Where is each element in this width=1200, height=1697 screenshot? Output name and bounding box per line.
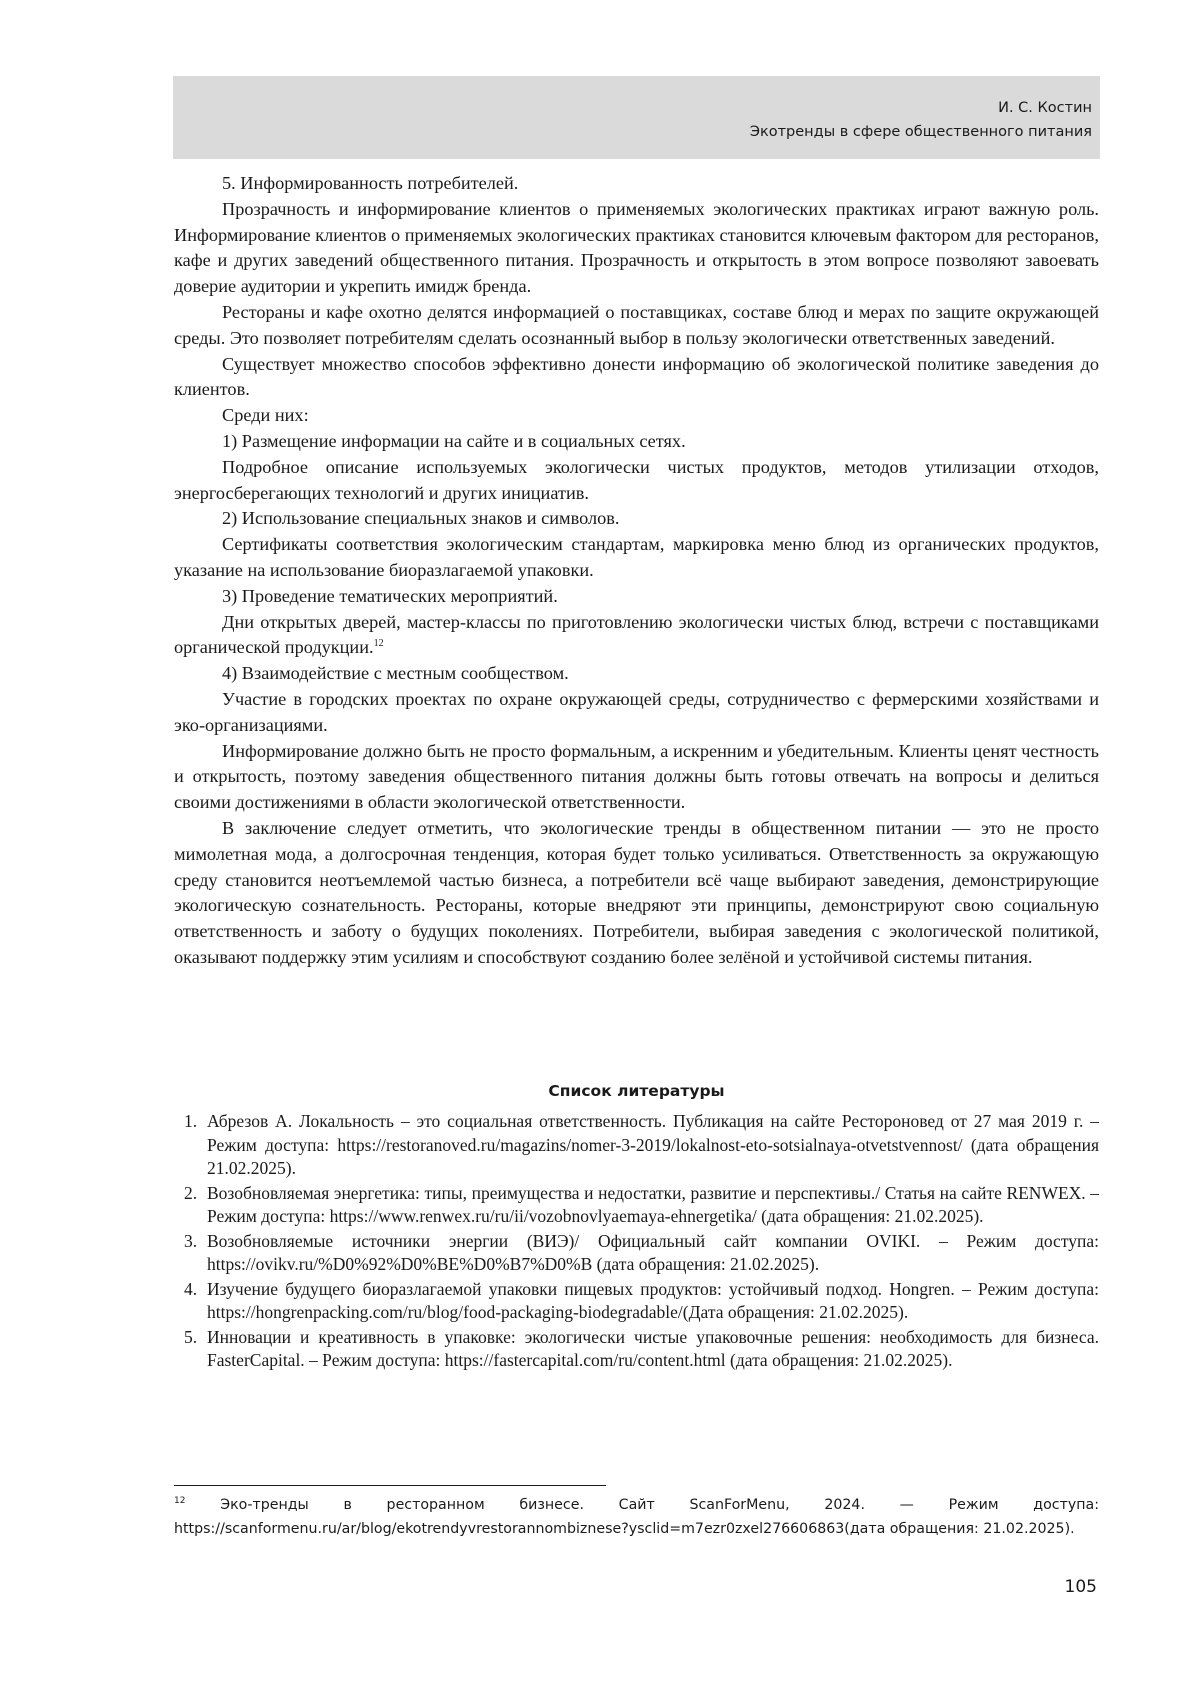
footnote-text: Эко-тренды в ресторанном бизнесе. Сайт ScanForMenu, 2024. — Режим доступа: https://scanformenu.ru/ar/blog/ekotrendyvrestorannombiznese?ysclid=m7ezr0zxel276606863(дата обращения: 21.02.2025). <box>174 1497 1099 1537</box>
footnote-ref[interactable]: 12 <box>373 638 384 650</box>
reference-number: 4. <box>184 1278 198 1299</box>
reference-text: Изучение будущего биоразлагаемой упаковки пищевых продуктов: устойчивый подход. Hongren. – Режим доступа: https://hongrenpacking.com/ru/blog/food-packaging-biodegradable/(Дата обращения: 21.02.2025). <box>207 1278 1099 1322</box>
paragraph-text: Дни открытых дверей, мастер-классы по приготовлению экологически чистых блюд, встречи с поставщиками органической продукции. <box>174 611 1099 658</box>
paragraph: 2) Использование специальных знаков и символов. <box>222 508 620 529</box>
paragraph: 3) Проведение тематических мероприятий. <box>222 585 558 606</box>
paragraph: 5. Информированность потребителей. <box>222 173 519 193</box>
paragraph: 1) Размещение информации на сайте и в социальных сетях. <box>222 430 686 451</box>
reference-text: Возобновляемые источники энергии (ВИЭ)/ Официальный сайт компании OVIKI. – Режим доступа: https://ovikv.ru/%D0%92%D0%BE%D0%B7%D0%B (дата обращения: 21.02.2025). <box>207 1230 1099 1274</box>
paragraph: Среди них: <box>222 405 309 426</box>
references-title: Список литературы <box>548 1082 725 1100</box>
reference-text: Инновации и креативность в упаковке: экологически чистые упаковочные решения: необходимость для бизнеса. FasterCapital. – Режим доступа: https://fastercapital.com/ru/content.html (дата обращения: 21.02.2025). <box>207 1326 1099 1370</box>
page-number: 105 <box>1064 1577 1097 1597</box>
paragraph: 4) Взаимодействие с местным сообществом. <box>222 663 569 684</box>
paragraph: Информирование должно быть не просто формальным, а искренним и убедительным. Клиенты ценят честность и открытость, поэтому заведения общественного питания должны быть готовы отвечать на вопросы и делиться своими достижениями в области экологической ответственности. <box>174 740 1099 813</box>
reference-number: 3. <box>184 1230 198 1251</box>
paragraph: В заключение следует отметить, что экологические тренды в общественном питании — это не просто мимолетная мода, а долгосрочная тенденция, которая будет только усиливаться. Ответственность за окружающую среду становится неотъемлемой частью бизнеса, а потребители всё чаще выбирают заведения, демонстрирующие экологическую сознательность. Рестораны, которые внедряют эти принципы, демонстрируют свою социальную ответственность и заботу о будущих поколениях. Потребители, выбирая заведения с экологической политикой, оказывают поддержку этим усилиям и способствуют созданию более зелёной и устойчивой системы питания. <box>174 817 1099 967</box>
reference-item <box>174 1182 1099 1229</box>
paragraph: Прозрачность и информирование клиентов о применяемых экологических практиках играют важную роль. Информирование клиентов о применяемых экологических практиках становится ключевым фактором для ресторанов, кафе и других заведений общественного питания. Прозрачность и открытость в этом вопросе позволяют завоевать доверие аудитории и укрепить имидж бренда. <box>174 198 1099 297</box>
running-header <box>173 76 1100 159</box>
reference-item <box>174 1278 1099 1325</box>
reference-number: 1. <box>184 1111 198 1131</box>
footnote <box>174 1493 1099 1541</box>
reference-item <box>174 1230 1099 1277</box>
header-author: И. С. Костин <box>998 100 1092 116</box>
reference-text: Абрезов А. Локальность – это социальная ответственность. Публикация на сайте Рестороновед от 27 мая 2019 г. – Режим доступа: https://restoranoved.ru/magazins/nomer-3-2019/lokalnost-eto-sotsialnaya-otvetstvennost/ (дата обращения 21.02.2025). <box>207 1111 1099 1178</box>
body-text <box>174 171 1099 971</box>
references-list <box>174 1110 1099 1374</box>
paragraph <box>174 610 1099 662</box>
reference-number: 5. <box>184 1326 198 1347</box>
paragraph: Существует множество способов эффективно донести информацию об экологической политике заведения до клиентов. <box>174 353 1099 400</box>
header-title: Экотренды в сфере общественного питания <box>749 124 1092 140</box>
paragraph: Рестораны и кафе охотно делятся информацией о поставщиках, составе блюд и мерах по защите окружающей среды. Это позволяет потребителям сделать осознанный выбор в пользу экологически ответственных заведений. <box>174 301 1099 348</box>
reference-text: Возобновляемая энергетика: типы, преимущества и недостатки, развитие и перспективы./ Статья на сайте RENWEX. – Режим доступа: https://www.renwex.ru/ru/ii/vozobnovlyaemaya-ehnergetika/ (дата обращения: 21.02.2025). <box>207 1182 1099 1226</box>
paragraph: Подробное описание используемых экологически чистых продуктов, методов утилизации отходов, энергосберегающих технологий и других инициатив. <box>174 456 1099 503</box>
reference-item <box>174 1326 1099 1373</box>
reference-number: 2. <box>184 1182 198 1203</box>
footnote-divider <box>174 1485 606 1486</box>
paragraph: Сертификаты соответствия экологическим стандартам, маркировка меню блюд из органических продуктов, указание на использование биоразлагаемой упаковки. <box>174 534 1099 580</box>
paragraph: Участие в городских проектах по охране окружающей среды, сотрудничество с фермерскими хозяйствами и эко-организациями. <box>174 688 1099 735</box>
footnote-mark: 12 <box>174 1496 186 1506</box>
reference-item <box>174 1110 1099 1181</box>
